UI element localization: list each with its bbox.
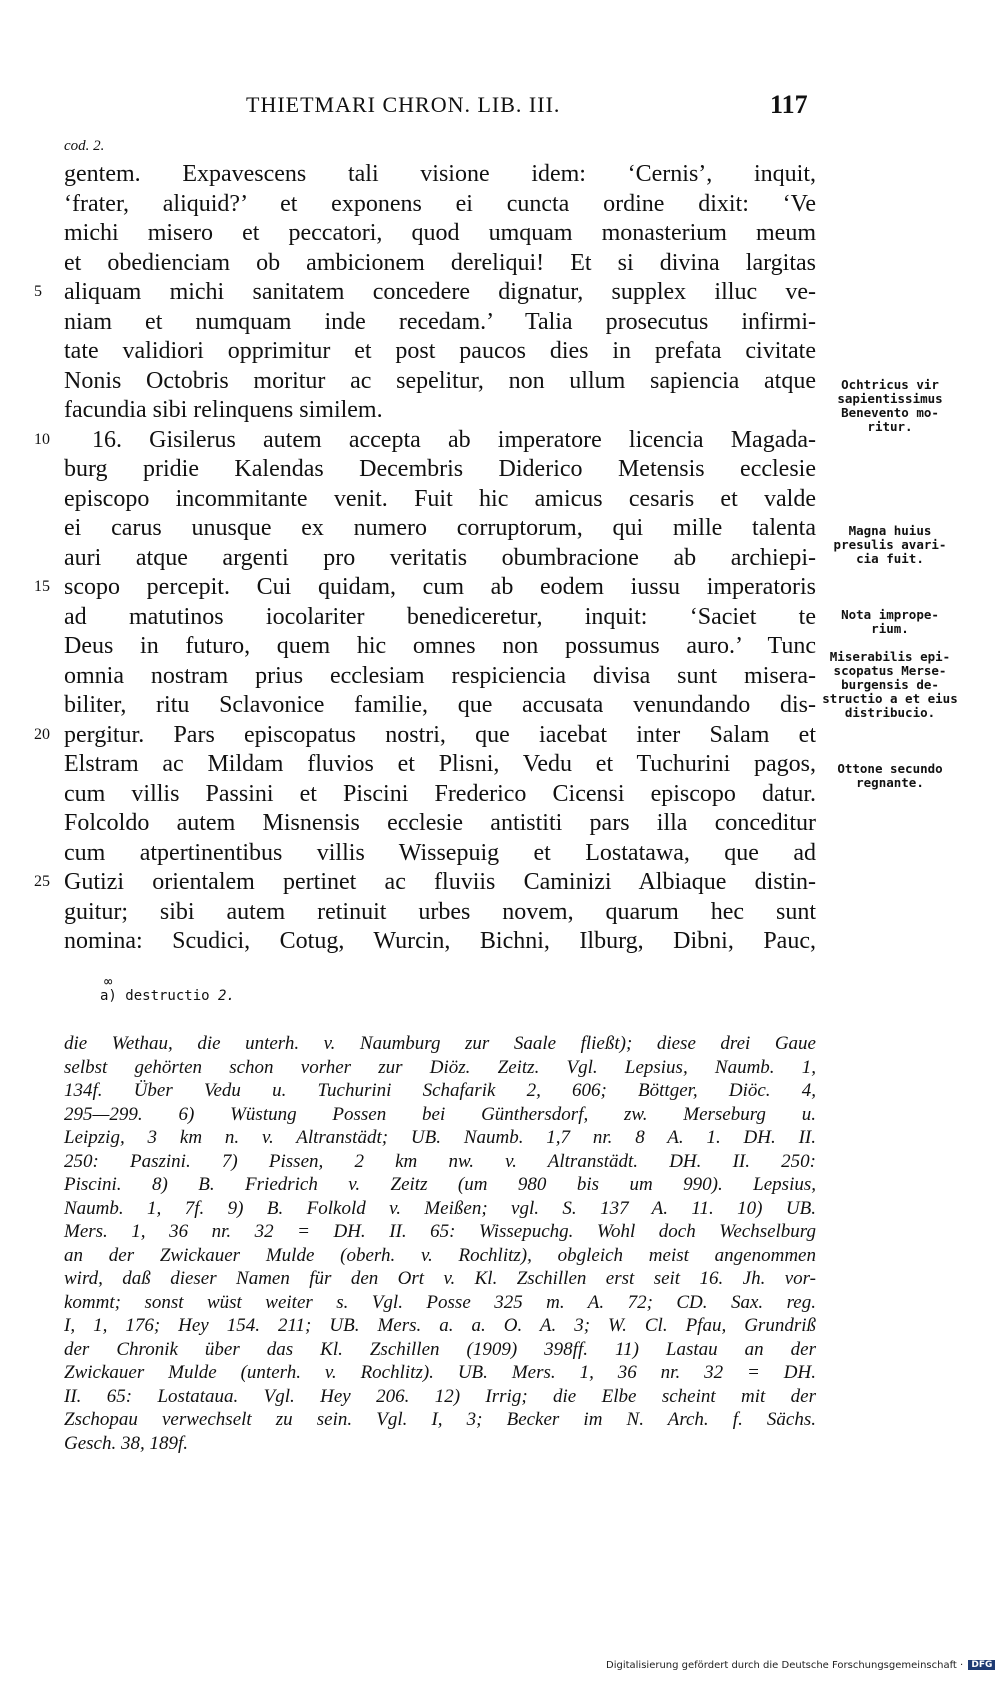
note-line: an der Zwickauer Mulde (oberh. v. Rochlitz), obgleich meist angenommen — [64, 1244, 816, 1266]
digitization-credit — [606, 1660, 995, 1671]
margin-note-line: burgensis de- — [841, 677, 939, 692]
margin-note-line: sapientissimus — [837, 391, 943, 406]
margin-note-line: structio a et eius — [822, 691, 958, 706]
margin-note — [822, 524, 958, 566]
margin-note — [822, 650, 958, 720]
note-line: 295—299. 6) Wüstung Possen bei Günthersdorf, zw. Merseburg u. — [64, 1103, 816, 1125]
text-line: cum villis Passini et Piscini Frederico Cicensi episcopo datur. — [64, 780, 816, 807]
margin-note-line: ritur. — [867, 419, 913, 434]
text-line: tate validiori opprimitur et post paucos dies in prefata civitate — [64, 338, 816, 364]
footnote-label: ∞ a) destructio — [100, 988, 210, 1004]
main-text-block — [64, 160, 816, 957]
note-line: Zwickauer Mulde (unterh. v. Rochlitz). UB. Mers. 1, 36 nr. 32 = DH. — [64, 1362, 816, 1383]
note-line: Mers. 1, 36 nr. 32 = DH. II. 65: Wissepuchg. Wohl doch Wechselburg — [64, 1221, 816, 1242]
margin-note-line: Magna huius — [848, 523, 932, 538]
note-line: wird, daß dieser Namen für den Ort v. Kl. Zschillen erst seit 16. Jh. vor- — [64, 1268, 816, 1289]
page-number: 117 — [770, 90, 808, 119]
text-line: auri atque argenti pro veritatis obumbracione ab archiepi- — [64, 544, 816, 571]
text-line: ad matutinos iocolariter benediceretur, inquit: ‘Saciet te — [64, 603, 816, 630]
line-number: 25 — [34, 873, 50, 890]
explanatory-notes — [64, 1032, 816, 1455]
text-line: biliter, ritu Sclavonice familie, que accusata venundando dis- — [64, 692, 816, 718]
credit-text: Digitalisierung gefördert durch die Deutsche Forschungsgemeinschaft · — [606, 1660, 964, 1671]
codex-note: cod. 2. — [64, 138, 105, 154]
note-line: selbst gehörten schon vorher zur Diöz. Zeitz. Vgl. Lepsius, Naumb. 1, — [64, 1056, 816, 1078]
text-line: 16. Gisilerus autem accepta ab imperatore licencia Magada- — [92, 426, 816, 453]
margin-note-line: distribucio. — [844, 705, 936, 720]
note-line: die Wethau, die unterh. v. Naumburg zur Saale fließt); diese drei Gaue — [64, 1033, 816, 1054]
text-line: Folcoldo autem Misnensis ecclesie antistiti pars illa conceditur — [64, 810, 816, 836]
line-number: 15 — [34, 578, 50, 595]
margin-note-line: rium. — [871, 621, 909, 636]
dfg-logo-icon: DFG — [968, 1660, 995, 1670]
note-line: 250: Paszini. 7) Pissen, 2 km nw. v. Altranstädt. DH. II. 250: — [64, 1150, 816, 1172]
text-line: gentem. Expavescens tali visione idem: ‘Cernis’, inquit, — [64, 161, 816, 187]
footnote-source: 2. — [209, 988, 235, 1004]
margin-note — [822, 762, 958, 790]
text-line: facundia sibi relinquens similem. — [64, 397, 383, 423]
text-line: ei carus unusque ex numero corruptorum, qui mille talenta — [64, 515, 816, 541]
running-title: THIETMARI CHRON. LIB. III. — [246, 92, 561, 117]
text-line: michi misero et peccatori, quod umquam monasterium meum — [64, 220, 816, 246]
text-line: nomina: Scudici, Cotug, Wurcin, Bichni, Ilburg, Dibni, Pauc, — [64, 928, 816, 954]
note-line: 134f. Über Vedu u. Tuchurini Schafarik 2, 606; Böttger, Diöc. 4, — [64, 1080, 816, 1101]
text-line: Elstram ac Mildam fluvios et Plisni, Vedu et Tuchurini pagos, — [64, 751, 816, 777]
note-line: Naumb. 1, 7f. 9) B. Folkold v. Meißen; vgl. S. 137 A. 11. 10) UB. — [64, 1197, 816, 1219]
text-line: guitur; sibi autem retinuit urbes novem, quarum hec sunt — [64, 898, 816, 925]
note-line: Gesch. 38, 189f. — [64, 1432, 189, 1454]
text-line: aliquam michi sanitatem concedere dignatur, supplex illuc ve- — [64, 279, 816, 305]
text-line: ‘frater, aliquid?’ et exponens ei cuncta ordine dixit: ‘Ve — [64, 190, 816, 217]
text-line: Deus in futuro, quem hic omnes non possumus auro.’ Tunc — [64, 633, 816, 659]
margin-note-line: Nota imprope- — [841, 607, 939, 622]
line-number: 20 — [34, 726, 50, 743]
margin-note-line: Benevento mo- — [841, 405, 939, 420]
margin-note-line: Ochtricus vir — [841, 377, 939, 392]
margin-note-line: scopatus Merse- — [833, 663, 947, 678]
margin-note-line: Miserabilis epi- — [829, 649, 951, 664]
text-line: et obedienciam ob ambicionem dereliqui! Et si divina largitas — [64, 249, 816, 276]
note-line: kommt; sonst wüst weiter s. Vgl. Posse 325 m. A. 72; CD. Sax. reg. — [64, 1291, 816, 1313]
note-line: der Chronik über das Kl. Zschillen (1909) 398ff. 11) Lastau an der — [64, 1338, 816, 1360]
text-line: cum atpertinentibus villis Wissepuig et Lostatawa, que ad — [64, 839, 816, 866]
margin-note — [822, 608, 958, 636]
line-number: 5 — [34, 283, 42, 300]
critical-apparatus-note — [100, 988, 235, 1004]
margin-note — [822, 378, 958, 434]
text-line: Gutizi orientalem pertinet ac fluviis Caminizi Albiaque distin- — [64, 869, 816, 895]
line-number: 10 — [34, 431, 50, 448]
note-line: II. 65: Lostataua. Vgl. Hey 206. 12) Irrig; die Elbe scheint mit der — [64, 1385, 816, 1407]
text-line: scopo percepit. Cui quidam, cum ab eodem iussu imperatoris — [64, 574, 816, 600]
text-line: episcopo incommitante venit. Fuit hic amicus cesaris et valde — [64, 485, 816, 512]
text-line: niam et numquam inde recedam.’ Talia prosecutus infirmi- — [64, 308, 816, 335]
margin-note-line: Ottone secundo — [837, 761, 943, 776]
text-line: burg pridie Kalendas Decembris Diderico Metensis ecclesie — [64, 456, 816, 482]
margin-note-line: presulis avari- — [833, 537, 947, 552]
text-line: Nonis Octobris moritur ac sepelitur, non ullum sapiencia atque — [64, 367, 816, 394]
text-line: omnia nostram prius ecclesiam respiciencia divisa sunt misera- — [64, 662, 816, 689]
text-line: pergitur. Pars episcopatus nostri, que iacebat inter Salam et — [64, 721, 816, 748]
note-line: Zschopau verwechselt zu sein. Vgl. I, 3; Becker im N. Arch. f. Sächs. — [64, 1409, 816, 1430]
note-line: Piscini. 8) B. Friedrich v. Zeitz (um 980 bis um 990). Lepsius, — [64, 1174, 816, 1195]
note-line: Leipzig, 3 km n. v. Altranstädt; UB. Naumb. 1,7 nr. 8 A. 1. DH. II. — [64, 1127, 816, 1148]
margin-note-line: cia fuit. — [856, 551, 924, 566]
margin-note-line: regnante. — [856, 775, 924, 790]
note-line: I, 1, 176; Hey 154. 211; UB. Mers. a. a. O. A. 3; W. Cl. Pfau, Grundriß — [64, 1315, 816, 1336]
